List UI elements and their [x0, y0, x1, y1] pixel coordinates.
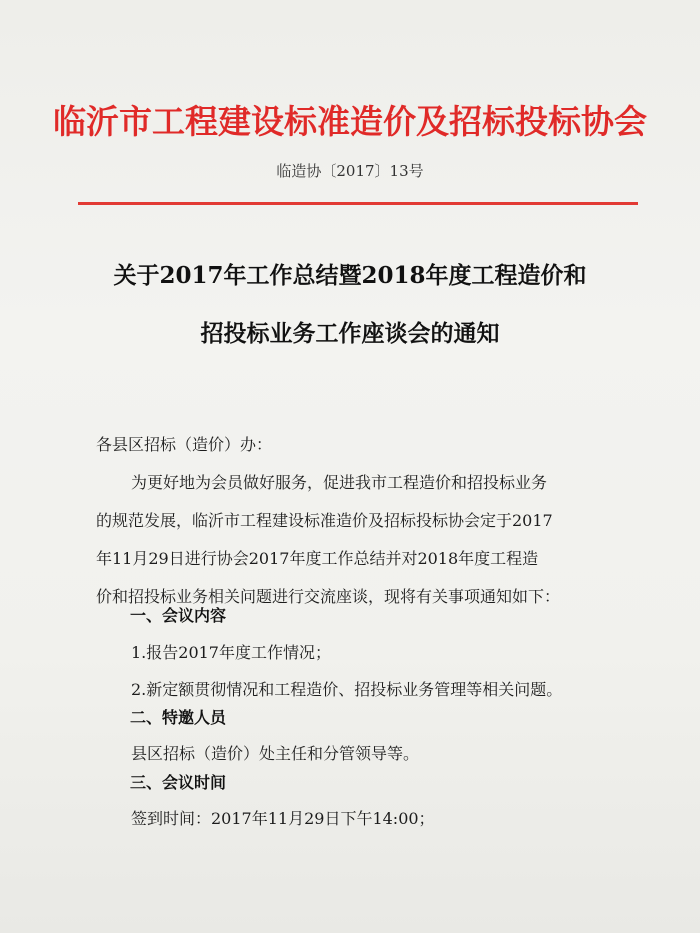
section-1-item-1: 1.报告2017年度工作情况； [131, 643, 331, 662]
notice-title-line-2: 招投标业务工作座谈会的通知 [200, 320, 500, 347]
paragraph-line-1: 为更好地为会员做好服务，促进我市工程造价和招投标业务 [131, 473, 548, 492]
paragraph-line-3: 年11月29日进行协会2017年度工作总结并对2018年度工程造 [96, 549, 539, 568]
document-number: 临造协〔2017〕13号 [276, 162, 424, 180]
red-divider-line [78, 202, 638, 205]
section-2-heading: 二、特邀人员 [130, 708, 227, 727]
notice-title-line-1: 关于2017年工作总结暨2018年度工程造价和 [113, 262, 587, 289]
section-3-text: 签到时间：2017年11月29日下午14:00； [131, 809, 435, 828]
section-2-text: 县区招标（造价）处主任和分管领导等。 [131, 744, 420, 763]
paragraph-line-2: 的规范发展，临沂市工程建设标准造价及招标投标协会定于2017 [96, 511, 553, 530]
section-3-heading: 三、会议时间 [130, 773, 227, 792]
organization-title: 临沂市工程建设标准造价及招标投标协会 [53, 102, 647, 141]
salutation: 各县区招标（造价）办： [96, 435, 273, 454]
section-1-item-2: 2.新定额贯彻情况和工程造价、招投标业务管理等相关问题。 [131, 680, 563, 699]
section-1-heading: 一、会议内容 [130, 606, 227, 625]
paragraph-line-4: 价和招投标业务相关问题进行交流座谈，现将有关事项通知如下： [96, 587, 561, 606]
